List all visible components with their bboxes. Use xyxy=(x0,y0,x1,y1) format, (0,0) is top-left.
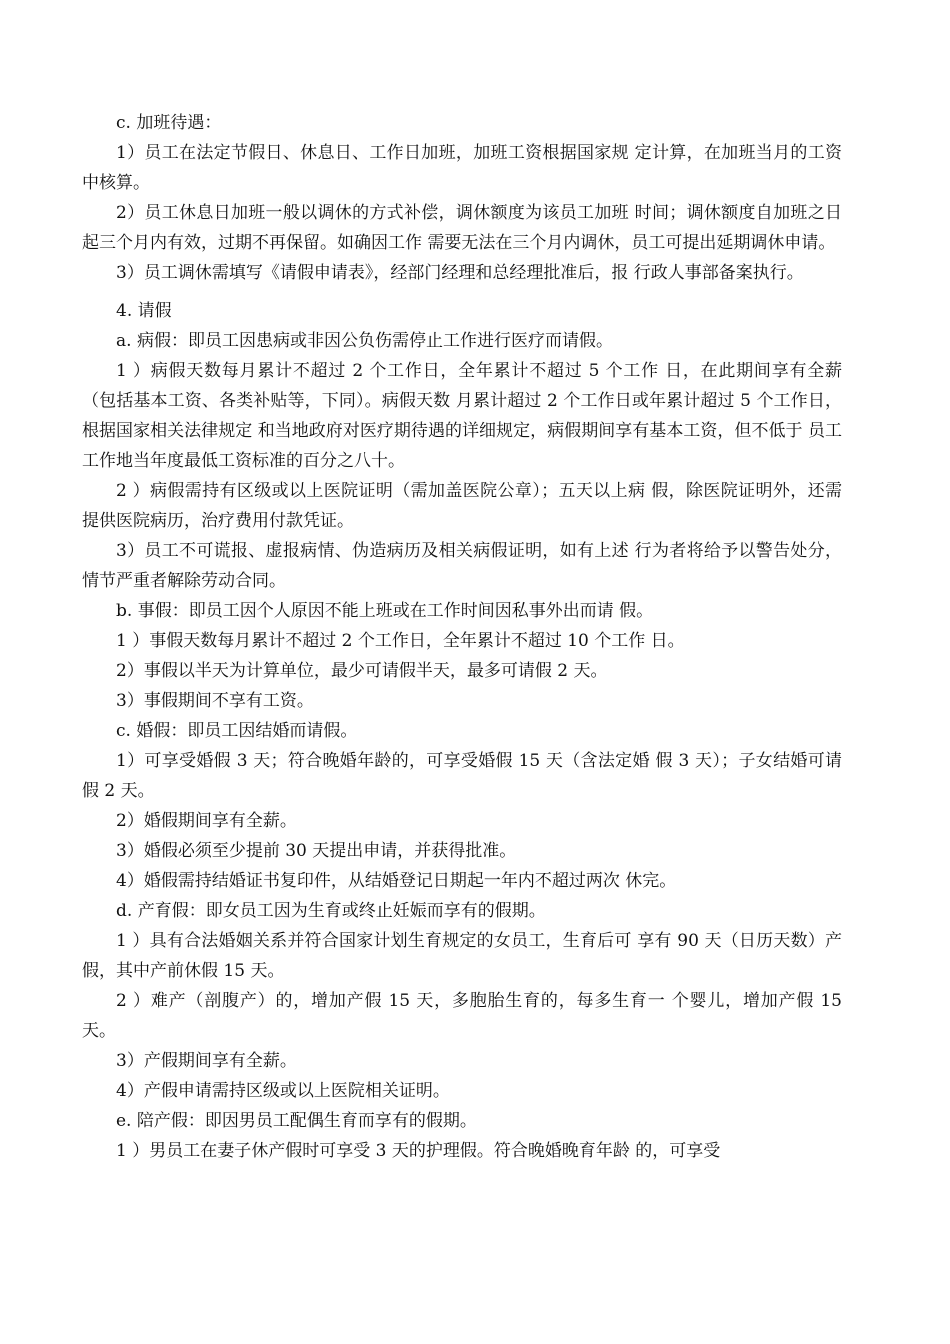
paragraph-maternity-leave-heading: d. 产育假：即女员工因为生育或终止妊娠而享有的假期。 xyxy=(116,901,546,921)
paragraph-marriage-leave-4: 4）婚假需持结婚证书复印件，从结婚登记日期起一年内不超过两次 休完。 xyxy=(116,871,677,891)
paragraph-overtime-2: 2）员工休息日加班一般以调休的方式补偿，调休额度为该员工加班 时间；调休额度自加班之日起三个月内有效，过期不再保留。如确因工作 需要无法在三个月内调休，员工可提出延期调休申请。 xyxy=(82,203,842,253)
paragraph-personal-leave-3: 3）事假期间不享有工资。 xyxy=(116,691,314,711)
paragraph-maternity-leave-1: 1 ）具有合法婚姻关系并符合国家计划生育规定的女员工，生育后可 享有 90 天（日历天数）产假，其中产前休假 15 天。 xyxy=(82,931,842,981)
document-body xyxy=(82,108,842,1166)
paragraph-overtime-1: 1）员工在法定节假日、休息日、工作日加班，加班工资根据国家规 定计算，在加班当月的工资中核算。 xyxy=(82,143,842,193)
paragraph-marriage-leave-3: 3）婚假必须至少提前 30 天提出申请，并获得批准。 xyxy=(116,841,517,861)
paragraph-marriage-leave-heading: c. 婚假：即员工因结婚而请假。 xyxy=(116,721,358,741)
paragraph-sick-leave-2: 2 ）病假需持有区级或以上医院证明（需加盖医院公章）；五天以上病 假，除医院证明外，还需提供医院病历，治疗费用付款凭证。 xyxy=(82,481,842,531)
paragraph-sick-leave-3: 3）员工不可谎报、虚报病情、伪造病历及相关病假证明，如有上述 行为者将给予以警告处分，情节严重者解除劳动合同。 xyxy=(82,541,842,591)
paragraph-marriage-leave-1: 1）可享受婚假 3 天；符合晚婚年龄的，可享受婚假 15 天（含法定婚 假 3 天）；子女结婚可请假 2 天。 xyxy=(82,751,842,801)
paragraph-maternity-leave-3: 3）产假期间享有全薪。 xyxy=(116,1051,297,1071)
paragraph-maternity-leave-2: 2 ）难产（剖腹产）的，增加产假 15 天，多胞胎生育的，每多生育一 个婴儿，增加产假 15 天。 xyxy=(82,991,842,1041)
paragraph-sick-leave-1: 1 ）病假天数每月累计不超过 2 个工作日，全年累计不超过 5 个工作 日，在此期间享有全薪（包括基本工资、各类补贴等，下同）。病假天数 月累计超过 2 个工作日或年累计超过 5 个工作日，根据国家相关法律规定 和当地政府对医疗期待遇的详细规定，病假期间享有基本工资，但不低于 员工工作地当年度最低工资标准的百分之八十。 xyxy=(82,361,842,471)
paragraph-overtime-3: 3）员工调休需填写《请假申请表》，经部门经理和总经理批准后，报 行政人事部备案执行。 xyxy=(116,263,804,283)
paragraph-overtime-heading: c. 加班待遇： xyxy=(116,113,222,133)
paragraph-personal-leave-heading: b. 事假：即员工因个人原因不能上班或在工作时间因私事外出而请 假。 xyxy=(116,601,654,621)
paragraph-personal-leave-1: 1 ）事假天数每月累计不超过 2 个工作日，全年累计不超过 10 个工作 日。 xyxy=(116,631,685,651)
paragraph-marriage-leave-2: 2）婚假期间享有全薪。 xyxy=(116,811,297,831)
paragraph-personal-leave-2: 2）事假以半天为计算单位，最少可请假半天，最多可请假 2 天。 xyxy=(116,661,608,681)
section-heading-leave: 4. 请假 xyxy=(116,301,172,321)
paragraph-paternity-leave-heading: e. 陪产假：即因男员工配偶生育而享有的假期。 xyxy=(116,1111,477,1131)
paragraph-paternity-leave-1: 1 ）男员工在妻子休产假时可享受 3 天的护理假。符合晚婚晚育年龄 的，可享受 xyxy=(116,1141,721,1161)
paragraph-sick-leave-heading: a. 病假：即员工因患病或非因公负伤需停止工作进行医疗而请假。 xyxy=(116,331,613,351)
paragraph-maternity-leave-4: 4）产假申请需持区级或以上医院相关证明。 xyxy=(116,1081,450,1101)
